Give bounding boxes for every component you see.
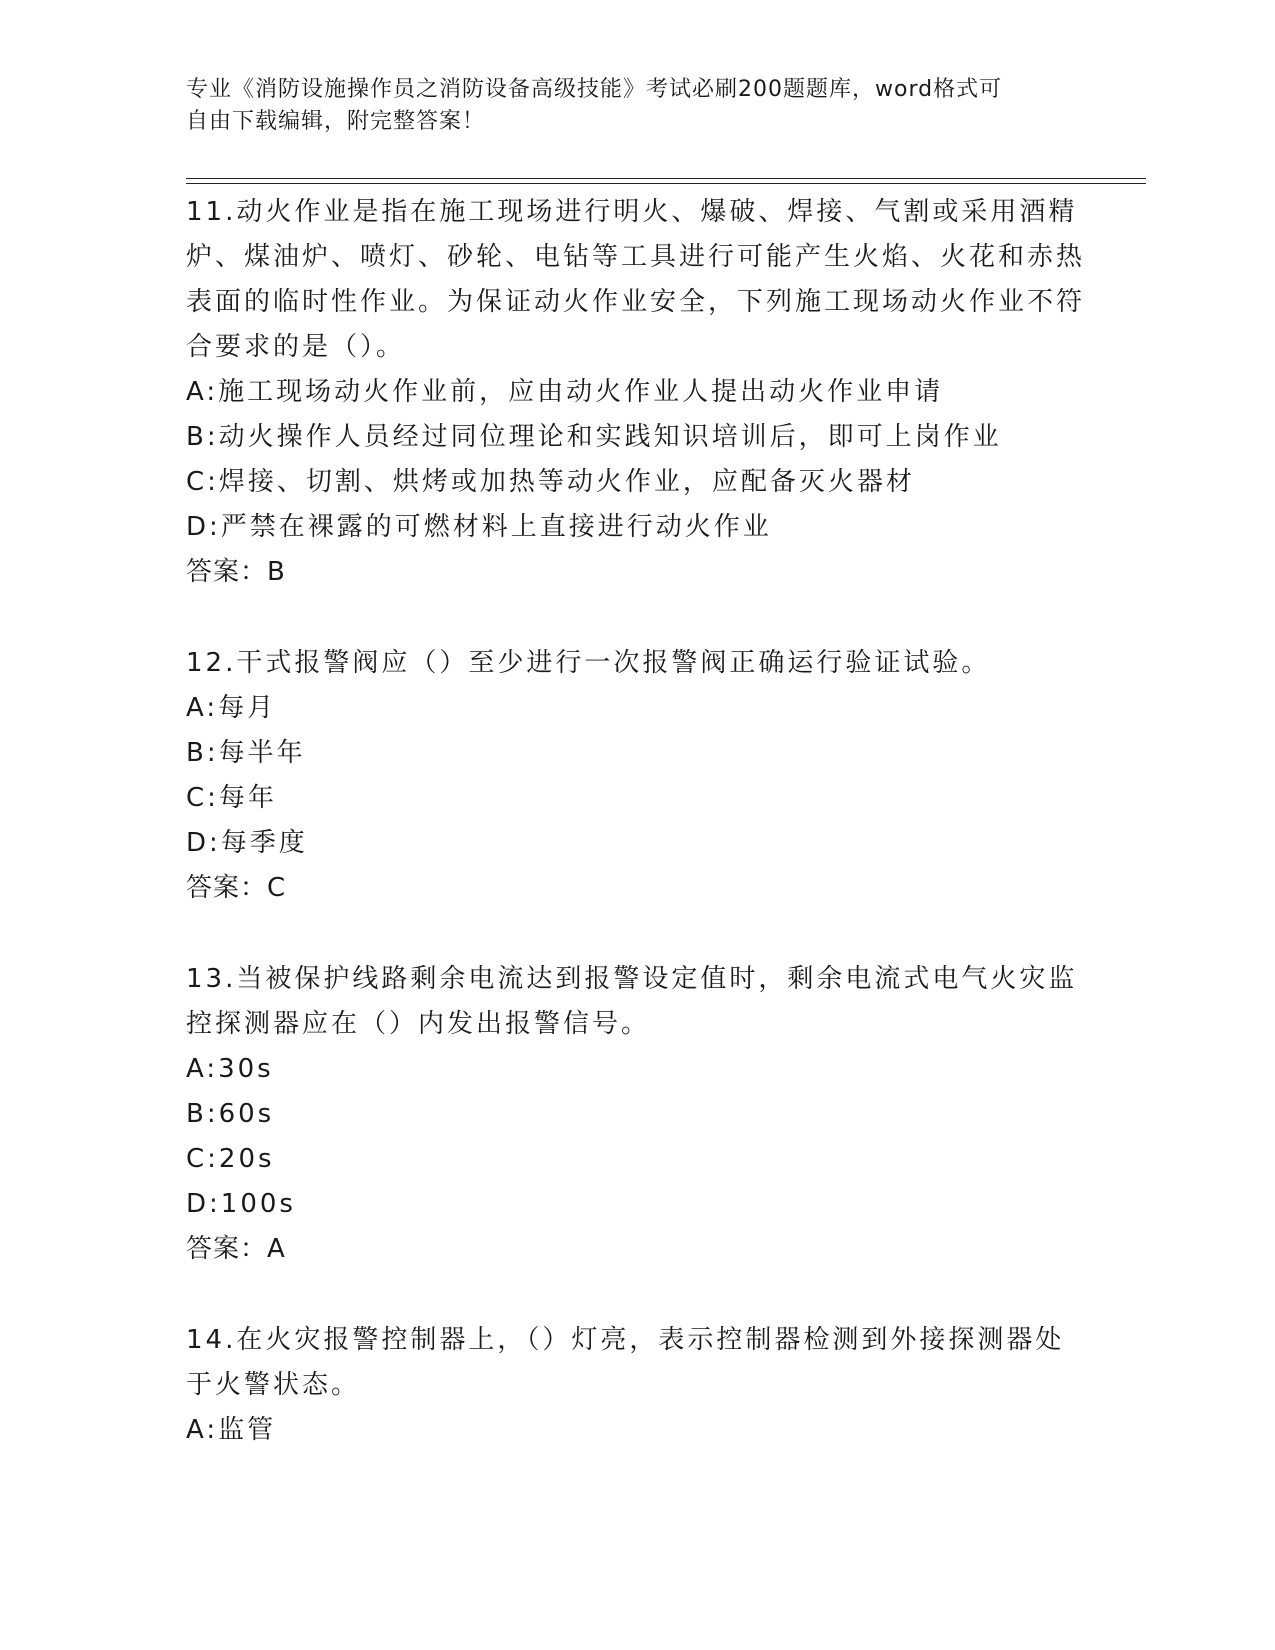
question-14: [186, 1318, 1086, 1453]
question-text: 14.在火灾报警控制器上，（）灯亮，表示控制器检测到外接探测器处于火警状态。: [186, 1325, 1065, 1400]
answer: 答案：C: [186, 873, 287, 903]
question-text: 11.动火作业是指在施工现场进行明火、爆破、焊接、气割或采用酒精炉、煤油炉、喷灯、砂轮、电钻等工具进行可能产生火焰、火花和赤热表面的临时性作业。为保证动火作业安全，下列施工现场动火作业不符合要求的是（）。: [186, 197, 1086, 362]
option-d: D:每季度: [186, 828, 308, 858]
option-c: C:焊接、切割、烘烤或加热等动火作业，应配备灭火器材: [186, 467, 915, 497]
header-divider-top: [186, 178, 1146, 179]
answer: 答案：B: [186, 557, 286, 587]
header-divider-bottom: [186, 183, 1146, 184]
option-a: A:30s: [186, 1054, 274, 1084]
option-d: D:严禁在裸露的可燃材料上直接进行动火作业: [186, 512, 772, 542]
option-a: A:每月: [186, 693, 277, 723]
question-12: [186, 641, 1086, 911]
option-b: B:每半年: [186, 738, 306, 768]
option-b: B:动火操作人员经过同位理论和实践知识培训后，即可上岗作业: [186, 422, 1002, 452]
question-13: [186, 957, 1086, 1272]
option-b: B:60s: [186, 1099, 275, 1129]
question-11: [186, 190, 1086, 595]
header-line-2: 自由下载编辑，附完整答案！: [186, 109, 486, 134]
option-a: A:监管: [186, 1415, 277, 1445]
option-a: A:施工现场动火作业前，应由动火作业人提出动火作业申请: [186, 377, 944, 407]
option-c: C:每年: [186, 783, 277, 813]
option-c: C:20s: [186, 1144, 275, 1174]
document-header: [186, 74, 1086, 138]
answer: 答案：A: [186, 1234, 286, 1264]
question-text: 13.当被保护线路剩余电流达到报警设定值时，剩余电流式电气火灾监控探测器应在（）内发出报警信号。: [186, 964, 1078, 1039]
option-d: D:100s: [186, 1189, 296, 1219]
question-text: 12.干式报警阀应（）至少进行一次报警阀正确运行验证试验。: [186, 648, 991, 678]
header-line-1: 专业《消防设施操作员之消防设备高级技能》考试必刷200题题库，word格式可: [186, 77, 1003, 102]
question-list: [186, 190, 1086, 1499]
